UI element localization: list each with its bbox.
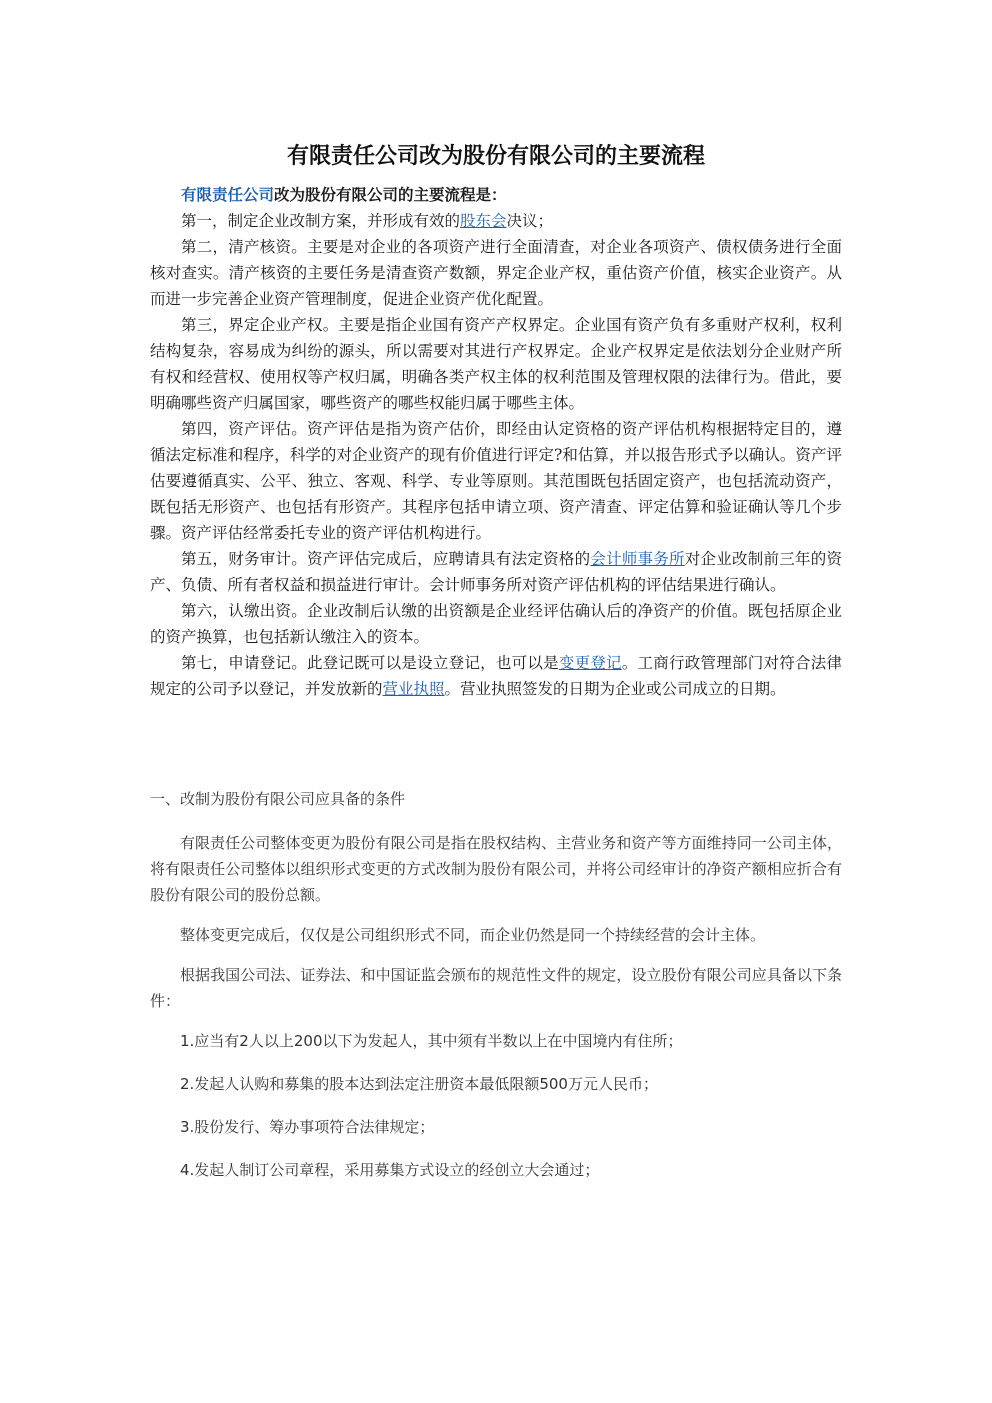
step-3-paragraph: 第三，界定企业产权。主要是指企业国有资产产权界定。企业国有资产负有多重财产权利，权利结构复杂，容易成为纠纷的源头，所以需要对其进行产权界定。企业产权界定是依法划分企业财产所有权和经营权、使用权等产权归属，明确各类产权主体的权利范围及管理权限的法律行为。借此，要明确哪些资产归属国家，哪些资产的哪些权能归属于哪些主体。: [150, 316, 842, 412]
link-accounting-firm[interactable]: 会计师事务所: [590, 550, 685, 568]
step-5-text: 第五，财务审计。资产评估完成后，应聘请具有法定资格的: [181, 550, 591, 568]
step-1-text: 第一，制定企业改制方案，并形成有效的: [181, 212, 461, 230]
conditions-paragraph-1: 有限责任公司整体变更为股份有限公司是指在股权结构、主营业务和资产等方面维持同一公司主体，将有限责任公司整体以组织形式变更的方式改制为股份有限公司，并将公司经审计的净资产额相应折合有股份有限公司的股份总额。: [150, 834, 842, 904]
step-7-text-middle: 。工商行政管理部门对符合法律规定的公司予以登记，并发放新的: [150, 654, 842, 698]
condition-item: 4.发起人制订公司章程，采用募集方式设立的经创立大会通过；: [180, 1161, 600, 1179]
step-6-paragraph: 第六，认缴出资。企业改制后认缴的出资额是企业经评估确认后的净资产的价值。既包括原企业的资产换算，也包括新认缴注入的资本。: [150, 602, 842, 646]
condition-item: 2.发起人认购和募集的股本达到法定注册资本最低限额500万元人民币；: [180, 1075, 658, 1093]
process-subheading: [150, 182, 842, 208]
conditions-heading: 一、改制为股份有限公司应具备的条件: [150, 790, 406, 808]
document-title: 有限责任公司改为股份有限公司的主要流程: [286, 144, 705, 169]
process-section: [150, 182, 842, 702]
condition-item: 3.股份发行、筹办事项符合法律规定；: [180, 1118, 435, 1136]
conditions-paragraph-3: 根据我国公司法、证券法、和中国证监会颁布的规范性文件的规定，设立股份有限公司应具备以下条件：: [150, 966, 842, 1010]
step-2-paragraph: 第二，清产核资。主要是对企业的各项资产进行全面清查，对企业各项资产、债权债务进行全面核对查实。清产核资的主要任务是清查资产数额，界定企业产权，重估资产价值，核实企业资产。从而进一步完善企业资产管理制度，促进企业资产优化配置。: [150, 238, 842, 308]
link-shareholders-meeting[interactable]: 股东会: [460, 212, 507, 230]
step-5-paragraph: [150, 546, 842, 598]
step-7-text-end: 。营业执照签发的日期为企业或公司成立的日期。: [444, 680, 786, 698]
link-business-license[interactable]: 营业执照: [382, 680, 445, 698]
subheading-text: 改为股份有限公司的主要流程是：: [274, 186, 507, 204]
step-5-text-end: 对企业改制前三年的资产、负债、所有者权益和损益进行审计。会计师事务所对资产评估机构的评估结果进行确认。: [150, 550, 842, 594]
link-change-registration[interactable]: 变更登记: [558, 654, 622, 672]
step-7-paragraph: [150, 650, 842, 702]
step-4-paragraph: 第四，资产评估。资产评估是指为资产估价，即经由认定资格的资产评估机构根据特定目的，遵循法定标准和程序，科学的对企业资产的现有价值进行评定?和估算，并以报告形式予以确认。资产评估要遵循真实、公平、独立、客观、科学、专业等原则。其范围既包括固定资产，也包括流动资产，既包括无形资产、也包括有形资产。其程序包括申请立项、资产清查、评定估算和验证确认等几个步骤。资产评估经常委托专业的资产评估机构进行。: [150, 420, 842, 542]
conditions-section: [150, 786, 842, 1183]
condition-item: 1.应当有2人以上200以下为发起人，其中须有半数以上在中国境内有住所；: [180, 1032, 683, 1050]
step-1-paragraph: [150, 208, 842, 234]
conditions-paragraph-2: 整体变更完成后，仅仅是公司组织形式不同，而企业仍然是同一个持续经营的会计主体。: [180, 926, 766, 944]
step-7-text: 第七，申请登记。此登记既可以是设立登记，也可以是: [181, 654, 559, 672]
step-1-text-end: 决议；: [506, 212, 554, 230]
link-limited-company[interactable]: 有限责任公司: [181, 186, 275, 204]
document-page: [150, 140, 842, 1200]
